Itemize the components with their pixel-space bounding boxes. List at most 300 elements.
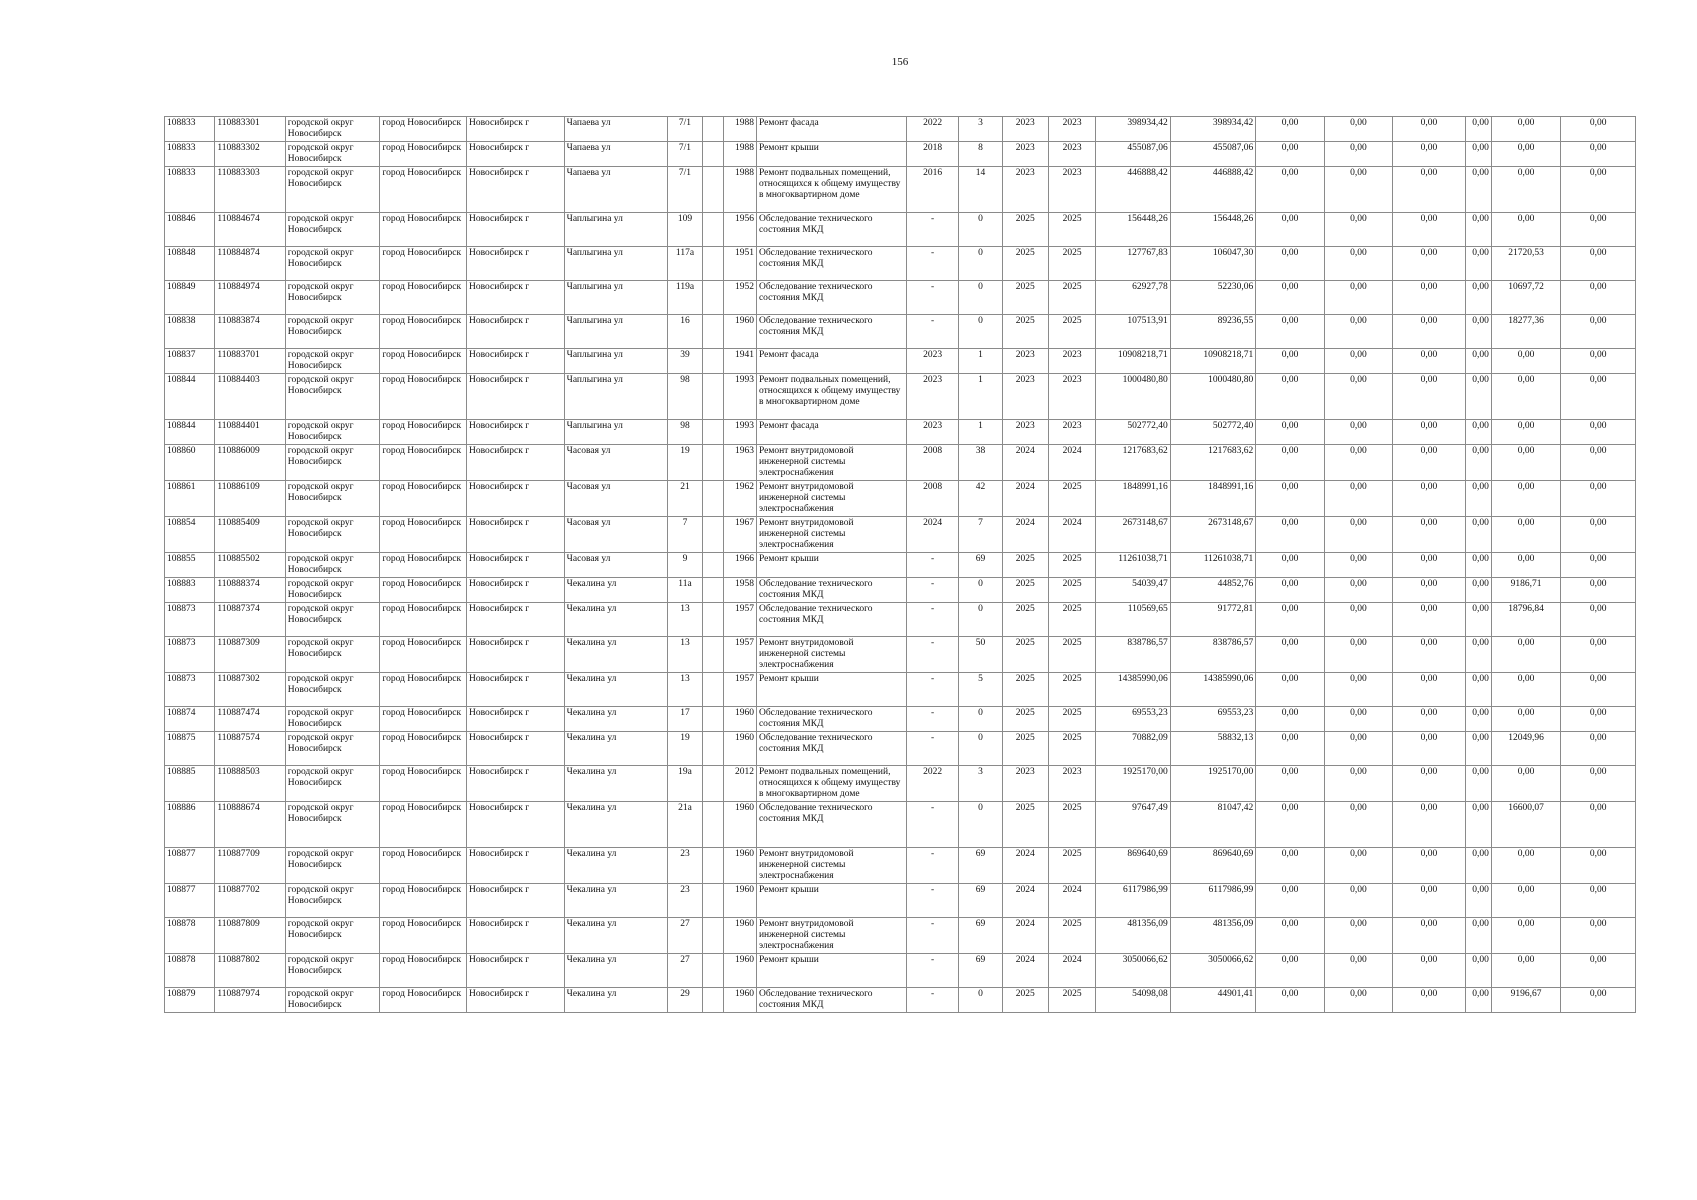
cell-last-repair-year: 2024 (906, 517, 958, 553)
cell-building-letter (702, 637, 723, 673)
cell-last-repair-year: - (906, 315, 958, 349)
cell-fund-cost: 156448,26 (1170, 213, 1256, 247)
cell-street: Чаплыгина ул (564, 315, 668, 349)
cell-building-id: 108873 (165, 637, 215, 673)
cell-work-id: 110884974 (215, 281, 285, 315)
cell-house-number: 7/1 (668, 167, 702, 213)
cell-owners-funds: 0,00 (1465, 349, 1491, 374)
cell-street: Часовая ул (564, 517, 668, 553)
cell-settlement: город Новосибирск (380, 142, 467, 167)
cell-wear-percent: 69 (959, 918, 1002, 954)
cell-regional-funds: 0,00 (1324, 445, 1392, 481)
cell-plan-start-year: 2025 (1002, 988, 1048, 1013)
cell-plan-end-year: 2025 (1048, 315, 1095, 349)
cell-work-type: Ремонт внутридомовой инженерной системы электроснабжения (756, 637, 906, 673)
cell-locality: Новосибирск г (467, 142, 565, 167)
cell-municipal-district: городской округ Новосибирск (285, 553, 380, 578)
cell-plan-end-year: 2024 (1048, 517, 1095, 553)
cell-total-cost: 54098,08 (1096, 988, 1171, 1013)
cell-house-number: 21а (668, 802, 702, 848)
cell-plan-start-year: 2025 (1002, 281, 1048, 315)
cell-regional-funds: 0,00 (1324, 213, 1392, 247)
cell-work-id: 110887974 (215, 988, 285, 1013)
cell-locality: Новосибирск г (467, 420, 565, 445)
cell-street: Чекалина ул (564, 578, 668, 603)
cell-municipal-district: городской округ Новосибирск (285, 247, 380, 281)
cell-settlement: город Новосибирск (380, 117, 467, 142)
cell-settlement: город Новосибирск (380, 481, 467, 517)
cell-owners-funds: 0,00 (1465, 578, 1491, 603)
cell-work-type: Обследование технического состояния МКД (756, 707, 906, 732)
cell-regional-funds: 0,00 (1324, 553, 1392, 578)
cell-house-number: 98 (668, 420, 702, 445)
cell-last-repair-year: 2008 (906, 445, 958, 481)
cell-plan-end-year: 2023 (1048, 420, 1095, 445)
cell-plan-end-year: 2023 (1048, 374, 1095, 420)
cell-plan-end-year: 2025 (1048, 673, 1095, 707)
cell-last-repair-year: - (906, 707, 958, 732)
cell-locality: Новосибирск г (467, 247, 565, 281)
cell-settlement: город Новосибирск (380, 247, 467, 281)
cell-plan-end-year: 2024 (1048, 954, 1095, 988)
cell-extra-funds: 0,00 (1561, 707, 1636, 732)
cell-total-cost: 110569,65 (1096, 603, 1171, 637)
cell-plan-end-year: 2025 (1048, 213, 1095, 247)
cell-total-cost: 446888,42 (1096, 167, 1171, 213)
cell-house-number: 23 (668, 848, 702, 884)
cell-settlement: город Новосибирск (380, 884, 467, 918)
cell-regional-funds: 0,00 (1324, 420, 1392, 445)
cell-last-repair-year: - (906, 848, 958, 884)
cell-wear-percent: 8 (959, 142, 1002, 167)
cell-building-letter (702, 247, 723, 281)
table-row (165, 349, 1636, 374)
cell-regional-funds: 0,00 (1324, 884, 1392, 918)
cell-plan-end-year: 2025 (1048, 918, 1095, 954)
cell-work-id: 110884674 (215, 213, 285, 247)
cell-work-id: 110887474 (215, 707, 285, 732)
cell-municipal-district: городской округ Новосибирск (285, 374, 380, 420)
cell-plan-end-year: 2024 (1048, 884, 1095, 918)
cell-house-number: 9 (668, 553, 702, 578)
cell-extra-funds: 0,00 (1561, 213, 1636, 247)
table-row (165, 673, 1636, 707)
cell-wear-percent: 50 (959, 637, 1002, 673)
cell-last-repair-year: - (906, 247, 958, 281)
cell-locality: Новосибирск г (467, 374, 565, 420)
cell-street: Чаплыгина ул (564, 247, 668, 281)
cell-federal-funds: 0,00 (1256, 281, 1324, 315)
cell-last-repair-year: - (906, 884, 958, 918)
table-row (165, 517, 1636, 553)
cell-year-built: 1952 (723, 281, 756, 315)
page-number: 156 (891, 56, 909, 68)
cell-house-number: 29 (668, 988, 702, 1013)
cell-owners-funds: 0,00 (1465, 603, 1491, 637)
cell-regional-funds: 0,00 (1324, 481, 1392, 517)
cell-settlement: город Новосибирск (380, 637, 467, 673)
cell-municipal-funds: 0,00 (1393, 247, 1465, 281)
cell-total-cost: 838786,57 (1096, 637, 1171, 673)
cell-work-id: 110887574 (215, 732, 285, 766)
cell-extra-funds: 0,00 (1561, 673, 1636, 707)
cell-work-id: 110883303 (215, 167, 285, 213)
cell-plan-start-year: 2025 (1002, 578, 1048, 603)
cell-plan-end-year: 2025 (1048, 732, 1095, 766)
table-row (165, 247, 1636, 281)
cell-year-built: 1960 (723, 848, 756, 884)
cell-locality: Новосибирск г (467, 213, 565, 247)
cell-federal-funds: 0,00 (1256, 766, 1324, 802)
cell-street: Часовая ул (564, 481, 668, 517)
cell-last-repair-year: - (906, 673, 958, 707)
cell-regional-funds: 0,00 (1324, 848, 1392, 884)
cell-federal-funds: 0,00 (1256, 802, 1324, 848)
cell-building-letter (702, 884, 723, 918)
cell-building-id: 108873 (165, 603, 215, 637)
cell-total-cost: 70882,09 (1096, 732, 1171, 766)
cell-fund-cost: 3050066,62 (1170, 954, 1256, 988)
cell-municipal-funds: 0,00 (1393, 578, 1465, 603)
cell-wear-percent: 0 (959, 578, 1002, 603)
cell-fund-cost: 106047,30 (1170, 247, 1256, 281)
cell-year-built: 1957 (723, 637, 756, 673)
cell-other-funds: 0,00 (1491, 954, 1560, 988)
cell-wear-percent: 0 (959, 281, 1002, 315)
cell-fund-cost: 6117986,99 (1170, 884, 1256, 918)
cell-street: Чапаева ул (564, 167, 668, 213)
cell-federal-funds: 0,00 (1256, 167, 1324, 213)
cell-owners-funds: 0,00 (1465, 802, 1491, 848)
cell-last-repair-year: 2023 (906, 420, 958, 445)
cell-owners-funds: 0,00 (1465, 445, 1491, 481)
cell-owners-funds: 0,00 (1465, 954, 1491, 988)
cell-building-id: 108861 (165, 481, 215, 517)
table-row (165, 884, 1636, 918)
cell-extra-funds: 0,00 (1561, 142, 1636, 167)
cell-municipal-funds: 0,00 (1393, 988, 1465, 1013)
cell-building-id: 108877 (165, 884, 215, 918)
cell-regional-funds: 0,00 (1324, 954, 1392, 988)
cell-building-letter (702, 420, 723, 445)
cell-federal-funds: 0,00 (1256, 349, 1324, 374)
cell-work-type: Обследование технического состояния МКД (756, 988, 906, 1013)
table-row (165, 988, 1636, 1013)
cell-year-built: 1962 (723, 481, 756, 517)
cell-owners-funds: 0,00 (1465, 848, 1491, 884)
cell-plan-start-year: 2025 (1002, 707, 1048, 732)
cell-last-repair-year: - (906, 802, 958, 848)
cell-municipal-district: городской округ Новосибирск (285, 142, 380, 167)
cell-settlement: город Новосибирск (380, 167, 467, 213)
cell-wear-percent: 69 (959, 954, 1002, 988)
cell-building-letter (702, 673, 723, 707)
cell-work-type: Ремонт внутридомовой инженерной системы электроснабжения (756, 848, 906, 884)
cell-locality: Новосибирск г (467, 637, 565, 673)
cell-wear-percent: 69 (959, 884, 1002, 918)
cell-other-funds: 0,00 (1491, 848, 1560, 884)
cell-extra-funds: 0,00 (1561, 802, 1636, 848)
cell-federal-funds: 0,00 (1256, 732, 1324, 766)
cell-extra-funds: 0,00 (1561, 420, 1636, 445)
table-row (165, 603, 1636, 637)
cell-regional-funds: 0,00 (1324, 247, 1392, 281)
cell-municipal-funds: 0,00 (1393, 349, 1465, 374)
cell-other-funds: 12049,96 (1491, 732, 1560, 766)
cell-fund-cost: 11261038,71 (1170, 553, 1256, 578)
cell-owners-funds: 0,00 (1465, 553, 1491, 578)
cell-work-type: Обследование технического состояния МКД (756, 603, 906, 637)
cell-building-letter (702, 603, 723, 637)
cell-street: Чапаева ул (564, 117, 668, 142)
cell-federal-funds: 0,00 (1256, 553, 1324, 578)
cell-fund-cost: 91772,81 (1170, 603, 1256, 637)
cell-building-id: 108849 (165, 281, 215, 315)
cell-municipal-funds: 0,00 (1393, 481, 1465, 517)
cell-work-type: Обследование технического состояния МКД (756, 213, 906, 247)
cell-total-cost: 1925170,00 (1096, 766, 1171, 802)
cell-street: Чекалина ул (564, 802, 668, 848)
cell-other-funds: 0,00 (1491, 884, 1560, 918)
cell-plan-start-year: 2025 (1002, 315, 1048, 349)
cell-municipal-funds: 0,00 (1393, 117, 1465, 142)
cell-locality: Новосибирск г (467, 445, 565, 481)
cell-municipal-district: городской округ Новосибирск (285, 315, 380, 349)
cell-regional-funds: 0,00 (1324, 707, 1392, 732)
cell-work-id: 110888374 (215, 578, 285, 603)
cell-federal-funds: 0,00 (1256, 603, 1324, 637)
cell-building-letter (702, 766, 723, 802)
cell-federal-funds: 0,00 (1256, 707, 1324, 732)
capital-repair-register-table (164, 116, 1636, 1013)
cell-extra-funds: 0,00 (1561, 247, 1636, 281)
cell-fund-cost: 2673148,67 (1170, 517, 1256, 553)
cell-fund-cost: 81047,42 (1170, 802, 1256, 848)
cell-locality: Новосибирск г (467, 315, 565, 349)
cell-house-number: 13 (668, 637, 702, 673)
cell-work-type: Обследование технического состояния МКД (756, 578, 906, 603)
cell-municipal-funds: 0,00 (1393, 142, 1465, 167)
cell-other-funds: 9186,71 (1491, 578, 1560, 603)
cell-fund-cost: 1217683,62 (1170, 445, 1256, 481)
cell-street: Чапаева ул (564, 142, 668, 167)
cell-municipal-funds: 0,00 (1393, 374, 1465, 420)
cell-work-type: Ремонт фасада (756, 117, 906, 142)
cell-owners-funds: 0,00 (1465, 167, 1491, 213)
cell-fund-cost: 1925170,00 (1170, 766, 1256, 802)
cell-other-funds: 0,00 (1491, 637, 1560, 673)
cell-fund-cost: 44852,76 (1170, 578, 1256, 603)
cell-locality: Новосибирск г (467, 673, 565, 707)
cell-work-id: 110887309 (215, 637, 285, 673)
cell-building-letter (702, 517, 723, 553)
cell-owners-funds: 0,00 (1465, 481, 1491, 517)
cell-plan-start-year: 2024 (1002, 517, 1048, 553)
cell-building-letter (702, 553, 723, 578)
cell-total-cost: 156448,26 (1096, 213, 1171, 247)
cell-settlement: город Новосибирск (380, 553, 467, 578)
cell-extra-funds: 0,00 (1561, 954, 1636, 988)
cell-municipal-district: городской округ Новосибирск (285, 445, 380, 481)
cell-work-type: Обследование технического состояния МКД (756, 315, 906, 349)
cell-settlement: город Новосибирск (380, 673, 467, 707)
cell-building-id: 108854 (165, 517, 215, 553)
cell-fund-cost: 446888,42 (1170, 167, 1256, 213)
cell-last-repair-year: - (906, 281, 958, 315)
cell-plan-start-year: 2025 (1002, 603, 1048, 637)
cell-regional-funds: 0,00 (1324, 374, 1392, 420)
cell-work-type: Ремонт подвальных помещений, относящихся к общему имуществу в многоквартирном доме (756, 374, 906, 420)
cell-other-funds: 0,00 (1491, 766, 1560, 802)
cell-federal-funds: 0,00 (1256, 954, 1324, 988)
cell-building-id: 108833 (165, 167, 215, 213)
cell-municipal-funds: 0,00 (1393, 707, 1465, 732)
cell-plan-start-year: 2025 (1002, 247, 1048, 281)
cell-work-type: Ремонт фасада (756, 420, 906, 445)
cell-extra-funds: 0,00 (1561, 374, 1636, 420)
cell-work-type: Ремонт внутридомовой инженерной системы электроснабжения (756, 481, 906, 517)
cell-building-letter (702, 848, 723, 884)
cell-fund-cost: 838786,57 (1170, 637, 1256, 673)
cell-street: Чекалина ул (564, 707, 668, 732)
cell-settlement: город Новосибирск (380, 988, 467, 1013)
cell-wear-percent: 69 (959, 553, 1002, 578)
cell-municipal-district: городской округ Новосибирск (285, 802, 380, 848)
cell-locality: Новосибирск г (467, 553, 565, 578)
cell-total-cost: 1848991,16 (1096, 481, 1171, 517)
cell-regional-funds: 0,00 (1324, 673, 1392, 707)
cell-street: Чекалина ул (564, 766, 668, 802)
cell-extra-funds: 0,00 (1561, 884, 1636, 918)
cell-municipal-funds: 0,00 (1393, 732, 1465, 766)
cell-last-repair-year: - (906, 603, 958, 637)
cell-municipal-district: городской округ Новосибирск (285, 884, 380, 918)
cell-last-repair-year: - (906, 578, 958, 603)
cell-last-repair-year: 2016 (906, 167, 958, 213)
cell-work-type: Обследование технического состояния МКД (756, 247, 906, 281)
cell-work-id: 110886009 (215, 445, 285, 481)
cell-wear-percent: 0 (959, 802, 1002, 848)
cell-house-number: 7/1 (668, 142, 702, 167)
cell-year-built: 1960 (723, 732, 756, 766)
cell-other-funds: 18796,84 (1491, 603, 1560, 637)
table-row (165, 481, 1636, 517)
cell-total-cost: 455087,06 (1096, 142, 1171, 167)
cell-house-number: 13 (668, 603, 702, 637)
cell-municipal-funds: 0,00 (1393, 918, 1465, 954)
cell-extra-funds: 0,00 (1561, 766, 1636, 802)
cell-work-id: 110888503 (215, 766, 285, 802)
cell-year-built: 1960 (723, 707, 756, 732)
table-row (165, 954, 1636, 988)
table-row (165, 707, 1636, 732)
cell-owners-funds: 0,00 (1465, 117, 1491, 142)
cell-fund-cost: 481356,09 (1170, 918, 1256, 954)
cell-plan-end-year: 2023 (1048, 766, 1095, 802)
cell-plan-end-year: 2023 (1048, 117, 1095, 142)
cell-federal-funds: 0,00 (1256, 848, 1324, 884)
cell-municipal-funds: 0,00 (1393, 517, 1465, 553)
cell-wear-percent: 0 (959, 707, 1002, 732)
cell-year-built: 1957 (723, 603, 756, 637)
cell-other-funds: 0,00 (1491, 673, 1560, 707)
cell-owners-funds: 0,00 (1465, 918, 1491, 954)
cell-wear-percent: 69 (959, 848, 1002, 884)
cell-federal-funds: 0,00 (1256, 445, 1324, 481)
cell-house-number: 23 (668, 884, 702, 918)
cell-extra-funds: 0,00 (1561, 848, 1636, 884)
cell-total-cost: 11261038,71 (1096, 553, 1171, 578)
cell-regional-funds: 0,00 (1324, 918, 1392, 954)
cell-settlement: город Новосибирск (380, 445, 467, 481)
cell-work-id: 110883301 (215, 117, 285, 142)
cell-street: Чекалина ул (564, 603, 668, 637)
cell-other-funds: 18277,36 (1491, 315, 1560, 349)
cell-building-id: 108837 (165, 349, 215, 374)
cell-fund-cost: 502772,40 (1170, 420, 1256, 445)
cell-building-id: 108846 (165, 213, 215, 247)
cell-other-funds: 0,00 (1491, 142, 1560, 167)
cell-year-built: 1988 (723, 142, 756, 167)
cell-plan-start-year: 2023 (1002, 167, 1048, 213)
cell-extra-funds: 0,00 (1561, 117, 1636, 142)
cell-building-id: 108879 (165, 988, 215, 1013)
cell-house-number: 109 (668, 213, 702, 247)
cell-federal-funds: 0,00 (1256, 117, 1324, 142)
cell-plan-start-year: 2023 (1002, 766, 1048, 802)
cell-extra-funds: 0,00 (1561, 603, 1636, 637)
cell-total-cost: 3050066,62 (1096, 954, 1171, 988)
cell-work-id: 110885409 (215, 517, 285, 553)
cell-owners-funds: 0,00 (1465, 315, 1491, 349)
table-row (165, 213, 1636, 247)
cell-work-id: 110884401 (215, 420, 285, 445)
cell-work-type: Обследование технического состояния МКД (756, 732, 906, 766)
cell-federal-funds: 0,00 (1256, 673, 1324, 707)
cell-last-repair-year: - (906, 732, 958, 766)
cell-other-funds: 0,00 (1491, 707, 1560, 732)
cell-building-id: 108873 (165, 673, 215, 707)
cell-house-number: 17 (668, 707, 702, 732)
cell-wear-percent: 3 (959, 117, 1002, 142)
cell-plan-start-year: 2025 (1002, 637, 1048, 673)
cell-owners-funds: 0,00 (1465, 281, 1491, 315)
cell-municipal-district: городской округ Новосибирск (285, 637, 380, 673)
cell-work-type: Ремонт фасада (756, 349, 906, 374)
cell-federal-funds: 0,00 (1256, 884, 1324, 918)
cell-municipal-funds: 0,00 (1393, 603, 1465, 637)
cell-municipal-funds: 0,00 (1393, 213, 1465, 247)
cell-street: Чаплыгина ул (564, 420, 668, 445)
cell-municipal-district: городской округ Новосибирск (285, 954, 380, 988)
cell-locality: Новосибирск г (467, 349, 565, 374)
cell-plan-start-year: 2025 (1002, 553, 1048, 578)
cell-building-id: 108875 (165, 732, 215, 766)
cell-owners-funds: 0,00 (1465, 673, 1491, 707)
cell-extra-funds: 0,00 (1561, 445, 1636, 481)
cell-extra-funds: 0,00 (1561, 281, 1636, 315)
cell-building-letter (702, 213, 723, 247)
cell-year-built: 2012 (723, 766, 756, 802)
cell-owners-funds: 0,00 (1465, 374, 1491, 420)
cell-street: Чаплыгина ул (564, 281, 668, 315)
cell-locality: Новосибирск г (467, 481, 565, 517)
cell-municipal-district: городской округ Новосибирск (285, 673, 380, 707)
cell-plan-start-year: 2024 (1002, 848, 1048, 884)
cell-work-type: Ремонт крыши (756, 884, 906, 918)
cell-settlement: город Новосибирск (380, 315, 467, 349)
cell-regional-funds: 0,00 (1324, 167, 1392, 213)
